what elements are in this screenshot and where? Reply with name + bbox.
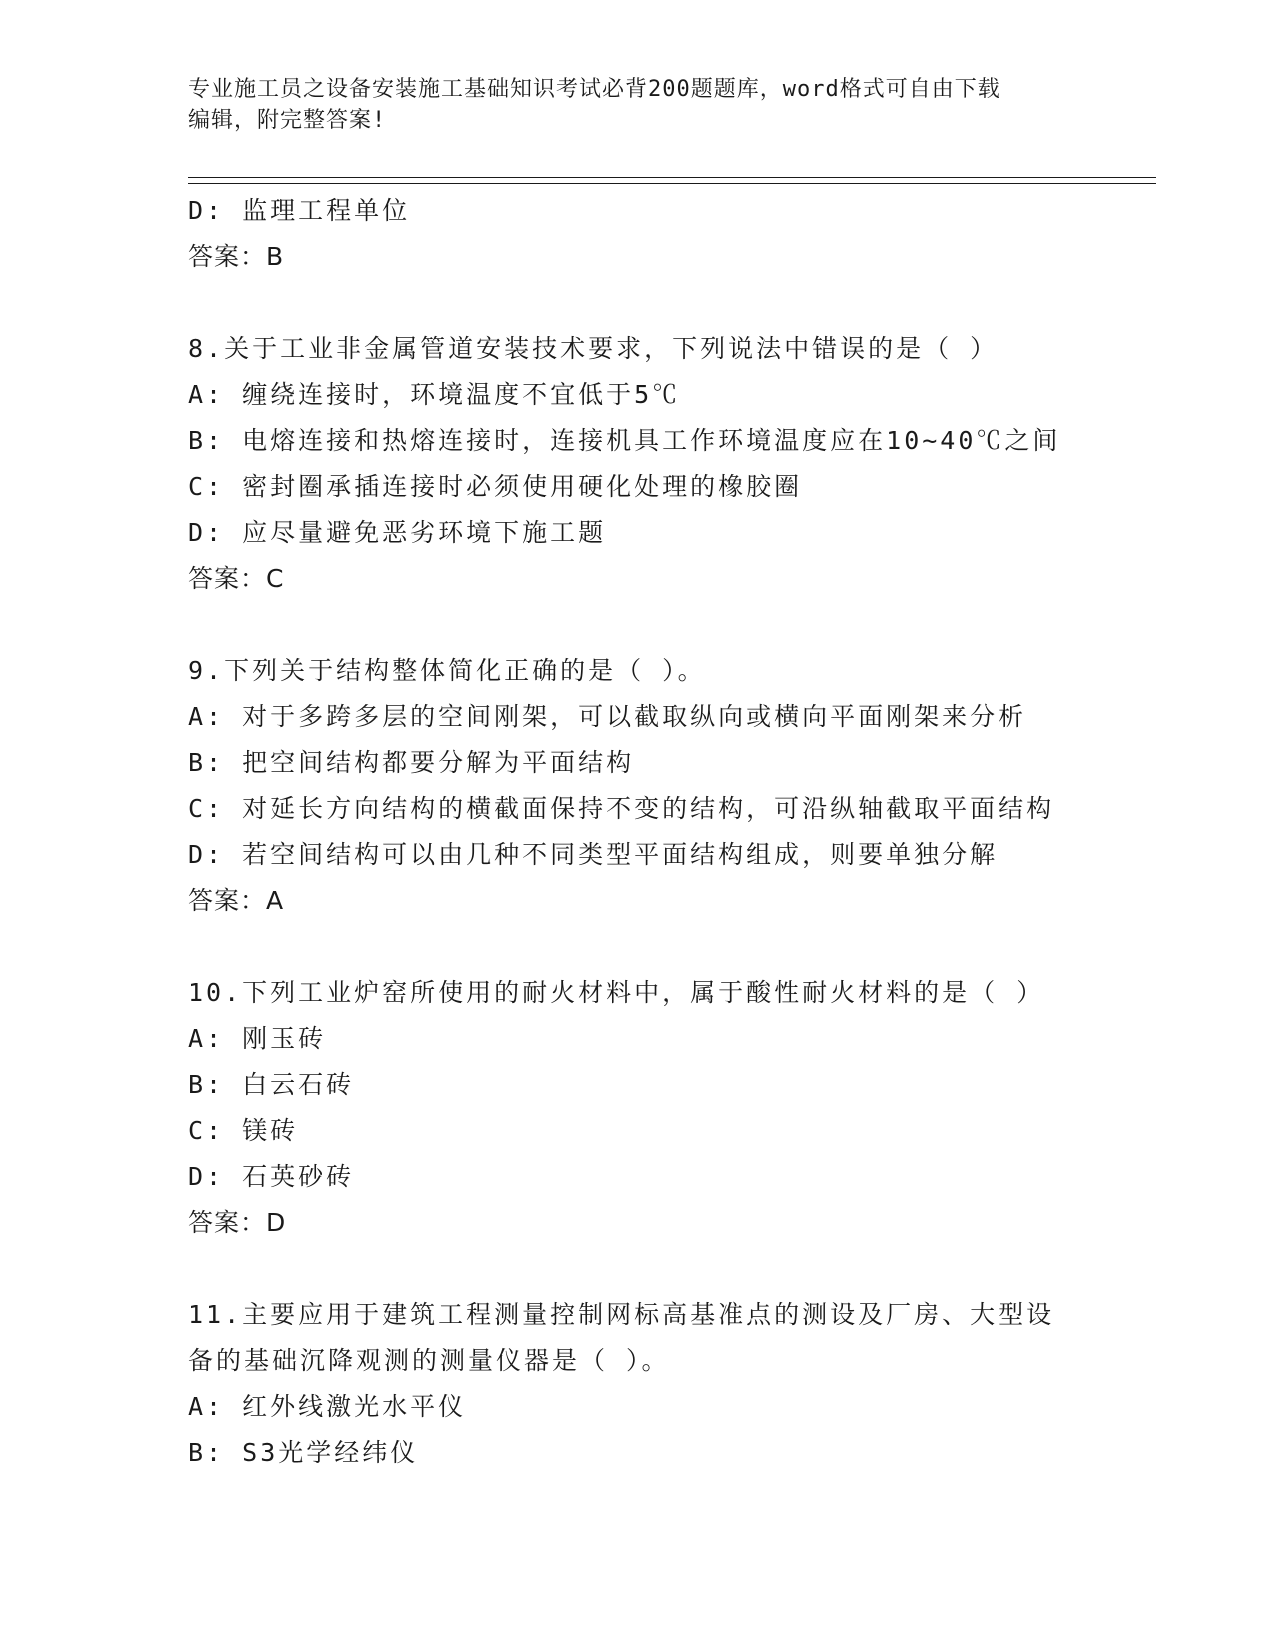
spacer	[188, 1246, 1148, 1292]
header-divider-bottom	[188, 183, 1156, 184]
option-b: B: 白云石砖	[188, 1070, 355, 1099]
option-b: B: 电熔连接和热熔连接时，连接机具工作环境温度应在10~40℃之间	[188, 426, 1061, 455]
spacer	[188, 602, 1148, 648]
question-11	[188, 1292, 1148, 1476]
answer: 答案：A	[188, 886, 285, 915]
option-a: A: 刚玉砖	[188, 1024, 327, 1053]
header-line-1: 专业施工员之设备安装施工基础知识考试必背200题题库，word格式可自由下载	[188, 77, 1001, 102]
header-line-2: 编辑，附完整答案!	[188, 108, 387, 133]
question-stem-line-1: 11.主要应用于建筑工程测量控制网标高基准点的测设及厂房、大型设	[188, 1300, 1055, 1329]
question-stem: 10.下列工业炉窑所使用的耐火材料中，属于酸性耐火材料的是（ ）	[188, 978, 1045, 1007]
question-10	[188, 970, 1148, 1246]
answer: 答案：D	[188, 1208, 287, 1237]
question-9	[188, 648, 1148, 924]
document-header	[188, 74, 1088, 136]
option-c: C: 镁砖	[188, 1116, 299, 1145]
question-stem: 8.关于工业非金属管道安装技术要求，下列说法中错误的是（ ）	[188, 334, 999, 363]
spacer	[188, 280, 1148, 326]
option-d: D: 应尽量避免恶劣环境下施工题	[188, 518, 607, 547]
option-a: A: 对于多跨多层的空间刚架，可以截取纵向或横向平面刚架来分析	[188, 702, 1027, 731]
spacer	[188, 924, 1148, 970]
option-d: D: 若空间结构可以由几种不同类型平面结构组成，则要单独分解	[188, 840, 999, 869]
option-a: A: 缠绕连接时，环境温度不宜低于5℃	[188, 380, 681, 409]
option-c: C: 对延长方向结构的横截面保持不变的结构，可沿纵轴截取平面结构	[188, 794, 1055, 823]
option-c: C: 密封圈承插连接时必须使用硬化处理的橡胶圈	[188, 472, 803, 501]
option-b: B: S3光学经纬仪	[188, 1438, 419, 1467]
option-d: D: 监理工程单位	[188, 196, 411, 225]
question-list	[188, 188, 1148, 1476]
question-7-tail	[188, 188, 1148, 280]
answer: 答案：B	[188, 242, 285, 271]
question-stem: 9.下列关于结构整体简化正确的是（ ）。	[188, 656, 706, 685]
option-b: B: 把空间结构都要分解为平面结构	[188, 748, 635, 777]
answer: 答案：C	[188, 564, 285, 593]
question-8	[188, 326, 1148, 602]
question-stem-line-2: 备的基础沉降观测的测量仪器是（ ）。	[188, 1346, 670, 1375]
header-divider-top	[188, 177, 1156, 178]
option-a: A: 红外线激光水平仪	[188, 1392, 467, 1421]
option-d: D: 石英砂砖	[188, 1162, 355, 1191]
